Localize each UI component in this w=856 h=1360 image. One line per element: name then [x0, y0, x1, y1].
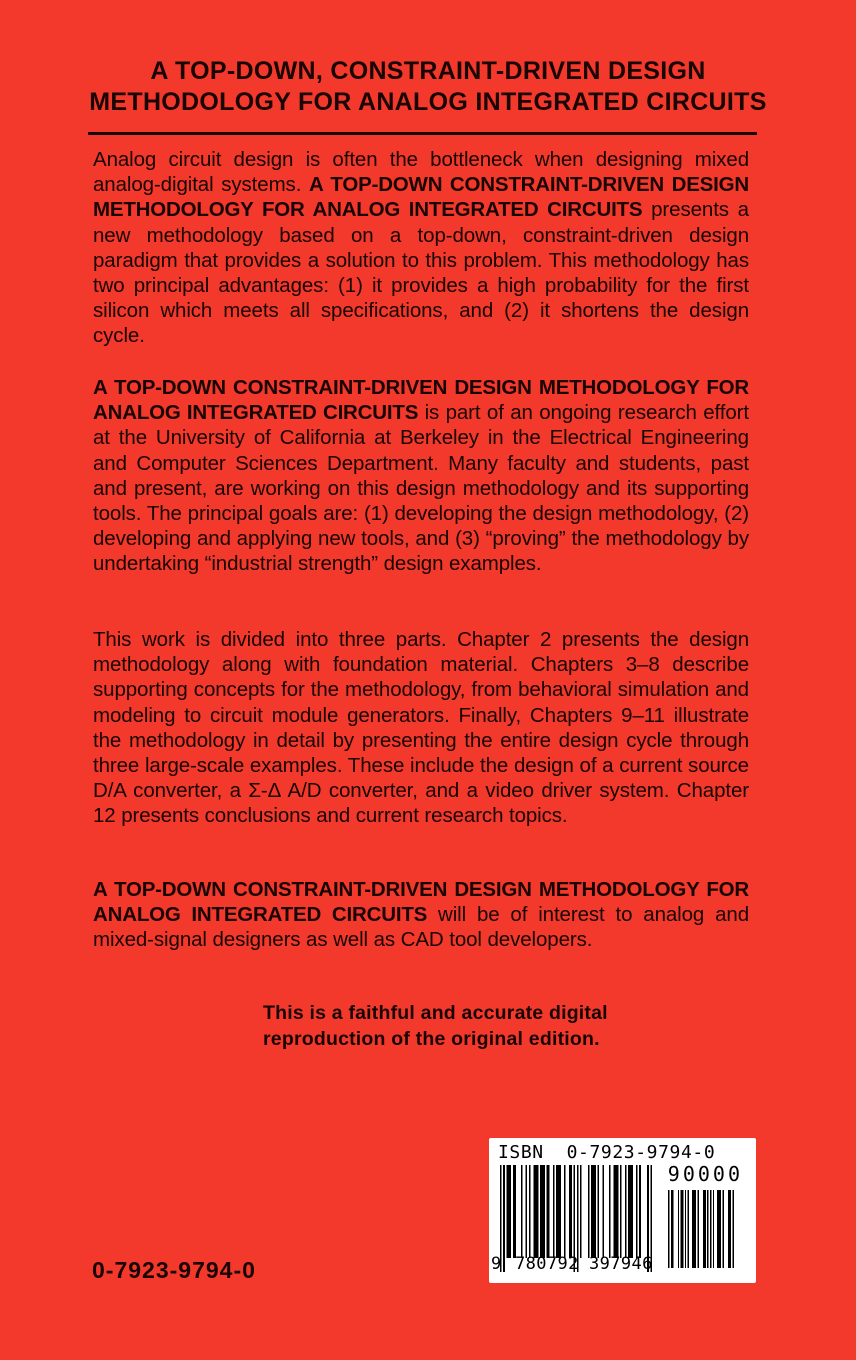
synopsis-paragraph-2: A TOP-DOWN CONSTRAINT-DRIVEN DESIGN METHODOLOGY FOR ANALOG INTEGRATED CIRCUITS is part of an ongoing research effort at the University of California at Berkeley in the Electrical Engineering and Computer Sciences Department. Many faculty and students, past and present, are working on this design methodology and its supporting tools. The principal goals are: (1) developing the design methodology, (2) developing and applying new tools, and (3) “proving” the methodology by undertaking “industrial strength” design examples.	[93, 376, 749, 576]
barcode-digits-right: 397946	[589, 1254, 653, 1274]
synopsis-paragraph-4: A TOP-DOWN CONSTRAINT-DRIVEN DESIGN METHODOLOGY FOR ANALOG INTEGRATED CIRCUITS will be of interest to analog and mixed-signal designers as well as CAD tool developers.	[93, 878, 750, 952]
title-line-2: METHODOLOGY FOR ANALOG INTEGRATED CIRCUITS	[89, 88, 767, 116]
barcode-panel	[489, 1138, 756, 1283]
title-rule	[88, 132, 757, 135]
synopsis-paragraph-1: Analog circuit design is often the bottleneck when designing mixed analog-digital systems. A TOP-DOWN CONSTRAINT-DRIVEN DESIGN METHODOLOGY FOR ANALOG INTEGRATED CIRCUITS presents a new methodology based on a top-down, constraint-driven design paradigm that provides a solution to this problem. This methodology has two principal advantages: (1) it provides a high probability for the first silicon which meets all specifications, and (2) it shortens the design cycle.	[93, 148, 749, 348]
price-code-label: 90000	[667, 1162, 743, 1186]
synopsis-paragraph-3: This work is divided into three parts. Chapter 2 presents the design methodology along with foundation material. Chapters 3–8 describe supporting concepts for the methodology, from behavioral simulation and modeling to circuit module generators. Finally, Chapters 9–11 illustrate the methodology in detail by presenting the entire design cycle through three large-scale examples. These include the design of a current source D/A converter, a Σ-Δ A/D converter, and a video driver system. Chapter 12 presents conclusions and current research topics.	[93, 628, 749, 828]
reproduction-note	[263, 1001, 608, 1052]
barcode-digits-left: 780792	[515, 1254, 579, 1274]
title-line-1: A TOP-DOWN, CONSTRAINT-DRIVEN DESIGN	[150, 57, 706, 85]
supplement-barcode	[668, 1190, 734, 1268]
reproduction-note-line-2: reproduction of the original edition.	[263, 1027, 600, 1050]
page-title	[0, 56, 856, 118]
isbn-label: ISBN 0-7923-9794-0	[498, 1142, 716, 1163]
barcode-digit-lead: 9	[491, 1254, 502, 1274]
footer-isbn: 0-7923-9794-0	[92, 1257, 256, 1283]
reproduction-note-line-1: This is a faithful and accurate digital	[263, 1002, 608, 1024]
